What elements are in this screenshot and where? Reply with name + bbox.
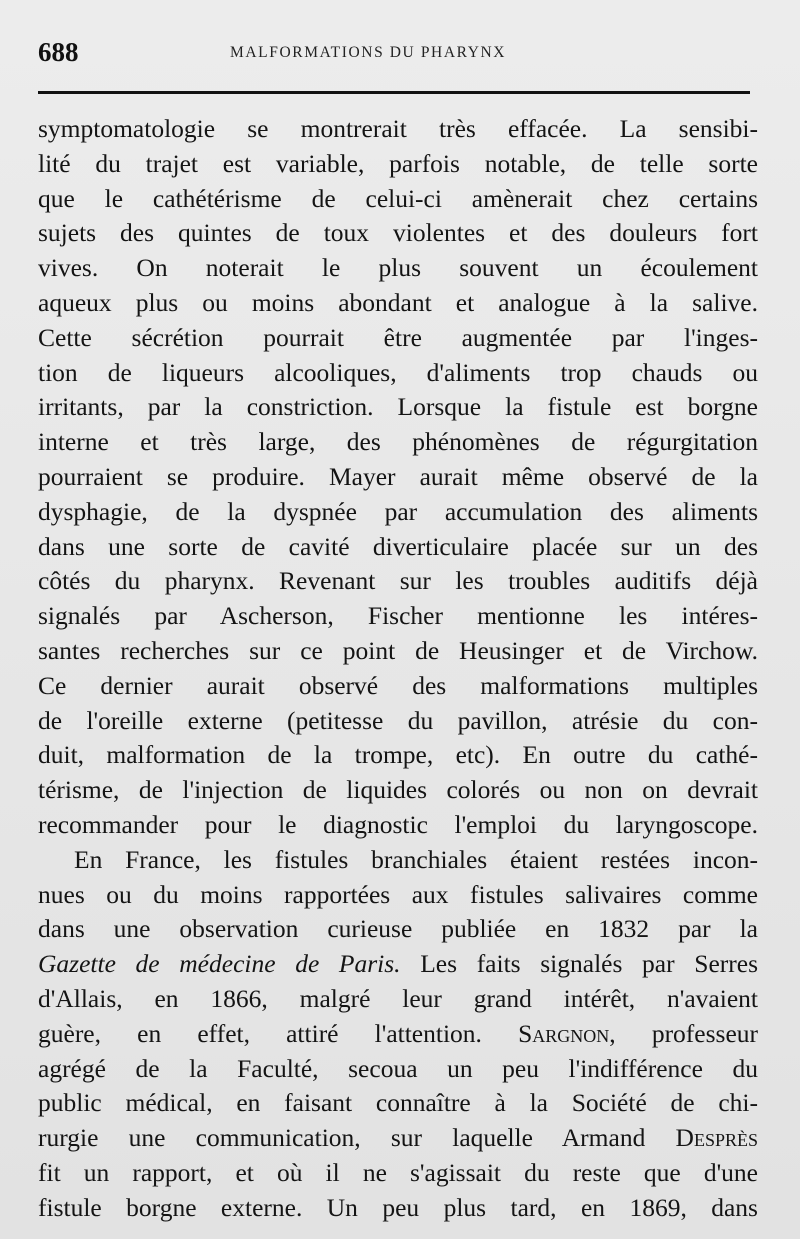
text-run: guère, en effet, attiré l'attention. xyxy=(38,1018,482,1048)
paragraph-first-line: En France, les fistules branchiales étaient restées incon- xyxy=(74,844,758,874)
text-line: fistule borgne externe. Un peu plus tard, en 1869, dans xyxy=(38,1192,758,1222)
text-run: professeur xyxy=(651,1018,759,1048)
text-line: dysphagie, de la dyspnée par accumulation des aliments xyxy=(38,496,758,526)
text-line: de l'oreille externe (petitesse du pavillon, atrésie du con- xyxy=(38,705,758,735)
text-line: tion de liqueurs alcooliques, d'aliments trop chauds ou xyxy=(38,357,758,387)
page-number: 688 xyxy=(38,37,79,67)
text-run: rurgie une communication, sur laquelle Armand xyxy=(38,1123,646,1153)
text-line: que le cathétérisme de celui-ci amènerait chez certains xyxy=(38,183,758,213)
text-line-with-name xyxy=(38,1121,758,1156)
text-line: irritants, par la constriction. Lorsque la fistule est borgne xyxy=(38,392,758,422)
text-line: agrégé de la Faculté, secoua un peu l'indifférence du xyxy=(38,1053,758,1083)
running-head: MALFORMATIONS DU PHARYNX xyxy=(230,44,507,61)
text-line: térisme, de l'injection de liquides colorés ou non on devrait xyxy=(38,775,758,805)
text-line: Cette sécrétion pourrait être augmentée par l'inges- xyxy=(38,322,758,352)
text-line: nues ou du moins rapportées aux fistules salivaires comme xyxy=(38,879,758,909)
text-line: aqueux plus ou moins abondant et analogue à la salive. xyxy=(38,287,758,317)
text-line: lité du trajet est variable, parfois notable, de telle sorte xyxy=(38,148,758,178)
page-header xyxy=(38,34,750,70)
text-line: dans une sorte de cavité diverticulaire placée sur un des xyxy=(38,531,758,561)
author-name: Sargnon, xyxy=(518,1018,616,1048)
text-line: sujets des quintes de toux violentes et des douleurs fort xyxy=(38,218,758,248)
text-line: interne et très large, des phénomènes de régurgitation xyxy=(38,427,758,457)
text-line: côtés du pharynx. Revenant sur les troubles auditifs déjà xyxy=(38,566,758,596)
text-line: signalés par Ascherson, Fischer mentionne les intéres- xyxy=(38,601,758,631)
text-line: public médical, en faisant connaître à la Société de chi- xyxy=(38,1088,758,1118)
text-line: recommander pour le diagnostic l'emploi du laryngoscope. xyxy=(38,809,758,839)
header-rule xyxy=(38,91,750,94)
text-line: symptomatologie se montrerait très effacée. La sensibi- xyxy=(38,114,758,143)
text-line: pourraient se produire. Mayer aurait même observé de la xyxy=(38,461,758,491)
body-text xyxy=(38,112,758,1226)
text-run: Les faits signalés par Serres xyxy=(420,949,758,979)
text-line-with-title xyxy=(38,947,758,982)
text-line-with-name xyxy=(38,1017,758,1052)
text-line: vives. On noterait le plus souvent un écoulement xyxy=(38,253,758,283)
author-name: Desprès xyxy=(675,1123,758,1153)
text-line: santes recherches sur ce point de Heusinger et de Virchow. xyxy=(38,635,758,665)
text-line: d'Allais, en 1866, malgré leur grand intérêt, n'avaient xyxy=(38,983,758,1013)
text-line: fit un rapport, et où il ne s'agissait du reste que d'une xyxy=(38,1157,758,1187)
journal-title: Gazette de médecine de Paris. xyxy=(38,949,401,979)
text-line: duit, malformation de la trompe, etc). En outre du cathé- xyxy=(38,740,758,770)
text-line: dans une observation curieuse publiée en 1832 par la xyxy=(38,914,758,944)
text-line: Ce dernier aurait observé des malformations multiples xyxy=(38,670,758,700)
